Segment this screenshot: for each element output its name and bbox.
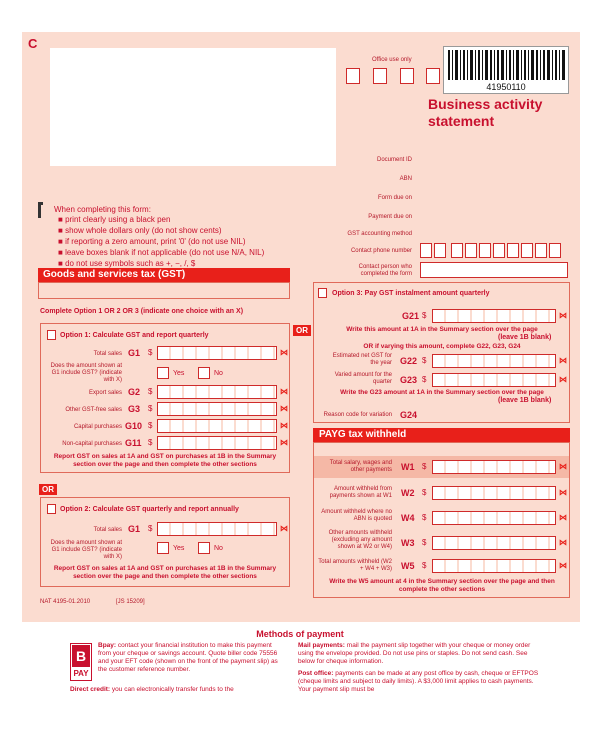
g10-input[interactable] bbox=[157, 419, 277, 433]
form-title-line1: Business activity bbox=[428, 96, 543, 112]
reason-label: Reason code for variation bbox=[323, 412, 392, 418]
contact-phone-label: Contact phone number bbox=[350, 248, 412, 254]
opt2-yes-label: Yes bbox=[173, 545, 185, 552]
code-g23: G23 bbox=[400, 375, 418, 385]
g23-input[interactable] bbox=[432, 373, 556, 387]
nat-code: NAT 4195-01.2010 bbox=[40, 599, 91, 605]
dollar-w3: $ bbox=[422, 538, 427, 547]
g3-input[interactable] bbox=[157, 402, 277, 416]
x-marker-w3: ⋈ bbox=[559, 538, 567, 547]
code-g1: G1 bbox=[128, 348, 141, 358]
post-text: payments can be made at any post office by cash, cheque or EFTPOS (cheque limits and subject to daily limits). A $3,000 limit applies to cash payments. Your payment slip must be bbox=[298, 670, 539, 693]
g1-question-label: Does the amount shown at G1 include GST? (indicate with X) bbox=[50, 363, 122, 383]
option3-note1: Write this amount at 1A in the Summary section over the page bbox=[346, 326, 538, 333]
option1-title: Option 1: Calculate GST and report quarterly bbox=[60, 332, 209, 339]
code-w2: W2 bbox=[401, 488, 415, 498]
bpay-info bbox=[98, 642, 283, 674]
opt2-g1-question-label: Does the amount shown at G1 include GST? (indicate with X) bbox=[50, 540, 122, 560]
complete-option-note: Complete Option 1 OR 2 OR 3 (indicate one choice with an X) bbox=[40, 308, 244, 315]
capital-purchases-label: Capital purchases bbox=[73, 424, 122, 430]
g1-no-checkbox[interactable] bbox=[198, 367, 210, 379]
g1-no-label: No bbox=[214, 370, 223, 377]
opt2-dollar-g1: $ bbox=[148, 524, 153, 533]
gst-method-label: GST accounting method bbox=[347, 231, 412, 237]
code-g2: G2 bbox=[128, 387, 141, 397]
methods-title: Methods of payment bbox=[256, 629, 344, 639]
g21-input[interactable] bbox=[432, 309, 556, 323]
code-g10: G10 bbox=[125, 421, 143, 431]
dollar-w4: $ bbox=[422, 513, 427, 522]
w1-label: Total salary, wages and other payments bbox=[329, 460, 392, 473]
dollar-g21: $ bbox=[422, 311, 427, 320]
x-marker-w2: ⋈ bbox=[559, 488, 567, 497]
gst-header-panel bbox=[38, 282, 290, 299]
option3-note1b: (leave 1B blank) bbox=[498, 334, 552, 341]
x-marker-g11: ⋈ bbox=[280, 438, 288, 447]
option2-checkbox[interactable] bbox=[47, 504, 56, 514]
bpay-logo-text: PAY bbox=[73, 669, 89, 678]
corner-letter: C bbox=[28, 36, 38, 51]
option2-report-note: Report GST on sales at 1A and GST on purchases at 1B in the Summary section over the page and then complete the other sections bbox=[53, 565, 277, 580]
w2-input[interactable] bbox=[432, 486, 556, 500]
instruction-item-5: ■ do not use symbols such as +, −, /, $ bbox=[58, 259, 196, 268]
dollar-g11: $ bbox=[148, 438, 153, 447]
or-label-2: OR bbox=[293, 325, 311, 336]
code-w3: W3 bbox=[401, 538, 415, 548]
g2-input[interactable] bbox=[157, 385, 277, 399]
bpay-text: contact your financial institution to make this payment from your cheque or savings account. Quote biller code 75556 and your EFT code (shown on the front of the payment slip) as the customer reference number. bbox=[98, 642, 278, 673]
dollar-g2: $ bbox=[148, 387, 153, 396]
w4-input[interactable] bbox=[432, 511, 556, 525]
dollar-w2: $ bbox=[422, 488, 427, 497]
post-office-info bbox=[298, 670, 543, 694]
post-label: Post office: bbox=[298, 670, 334, 677]
office-box-4[interactable] bbox=[426, 68, 440, 84]
option3-note2b: (leave 1B blank) bbox=[498, 397, 552, 404]
contact-person-input[interactable] bbox=[420, 262, 568, 278]
phone-box-8[interactable] bbox=[521, 243, 533, 258]
code-g11: G11 bbox=[125, 438, 142, 448]
mail-label: Mail payments: bbox=[298, 642, 345, 649]
code-g24: G24 bbox=[400, 410, 418, 420]
payg-note: Write the W5 amount at 4 in the Summary section over the page and then complete the other sections bbox=[329, 578, 555, 593]
x-marker-g2: ⋈ bbox=[280, 387, 288, 396]
contact-person-label: Contact person who completed the form bbox=[358, 264, 412, 277]
export-sales-label: Export sales bbox=[88, 390, 122, 396]
estimated-label: Estimated net GST for the year bbox=[332, 353, 392, 366]
option1-report-note: Report GST on sales at 1A and GST on purchases at 1B in the Summary section over the page and then complete the other sections bbox=[53, 453, 277, 468]
office-box-1[interactable] bbox=[346, 68, 360, 84]
x-marker-g10: ⋈ bbox=[280, 421, 288, 430]
dollar-g3: $ bbox=[148, 404, 153, 413]
option3-note2: Write the G23 amount at 1A in the Summary section over the page bbox=[340, 389, 544, 396]
option3-title: Option 3: Pay GST instalment amount quarterly bbox=[332, 290, 490, 297]
mail-info bbox=[298, 642, 543, 666]
x-marker-g3: ⋈ bbox=[280, 404, 288, 413]
or-label-1: OR bbox=[39, 484, 57, 495]
x-marker-g22: ⋈ bbox=[559, 356, 567, 365]
instruction-item-3: ■ if reporting a zero amount, print '0' (do not use NIL) bbox=[58, 237, 246, 246]
instruction-bracket bbox=[38, 202, 43, 218]
x-marker-g21: ⋈ bbox=[559, 311, 567, 320]
code-g3: G3 bbox=[128, 404, 141, 414]
g1-input[interactable] bbox=[157, 346, 277, 360]
payment-due-label: Payment due on bbox=[368, 214, 412, 220]
opt2-yes-checkbox[interactable] bbox=[157, 542, 169, 554]
barcode-number: 41950110 bbox=[486, 82, 526, 92]
barcode-box bbox=[443, 46, 569, 94]
w4-label: Amount withheld where no ABN is quoted bbox=[321, 509, 392, 522]
dollar-g23: $ bbox=[422, 375, 427, 384]
option2-title: Option 2: Calculate GST quarterly and report annually bbox=[60, 506, 239, 513]
code-w5: W5 bbox=[401, 561, 415, 571]
bpay-logo-mark: B bbox=[72, 645, 90, 667]
instruction-item-1: ■ print clearly using a black pen bbox=[58, 215, 171, 224]
dollar-w5: $ bbox=[422, 561, 427, 570]
phone-box-9[interactable] bbox=[535, 243, 547, 258]
phone-box-4[interactable] bbox=[465, 243, 477, 258]
code-g22: G22 bbox=[400, 356, 418, 366]
x-marker-w5: ⋈ bbox=[559, 561, 567, 570]
phone-box-1[interactable] bbox=[420, 243, 432, 258]
instructions-heading: When completing this form: bbox=[54, 205, 151, 214]
g22-input[interactable] bbox=[432, 354, 556, 368]
direct-credit-info bbox=[70, 686, 285, 694]
w1-input[interactable] bbox=[432, 460, 556, 474]
dollar-g10: $ bbox=[148, 421, 153, 430]
w3-input[interactable] bbox=[432, 536, 556, 550]
code-w4: W4 bbox=[401, 513, 415, 523]
opt2-code-g1: G1 bbox=[128, 524, 141, 534]
g1-yes-checkbox[interactable] bbox=[157, 367, 169, 379]
w5-label: Total amounts withheld (W2 + W4 + W3) bbox=[318, 559, 392, 572]
x-marker-w1: ⋈ bbox=[559, 462, 567, 471]
code-w1: W1 bbox=[401, 462, 415, 472]
instruction-item-2: ■ show whole dollars only (do not show cents) bbox=[58, 226, 222, 235]
address-window bbox=[50, 48, 336, 166]
phone-box-5[interactable] bbox=[479, 243, 491, 258]
mail-text: mail the payment slip together with your cheque or money order using the envelope provided. Do not use pins or staples. Do not send cash. See below for cheque information. bbox=[298, 642, 531, 665]
phone-box-3[interactable] bbox=[451, 243, 463, 258]
barcode-icon bbox=[448, 50, 566, 80]
phone-box-7[interactable] bbox=[507, 243, 519, 258]
bpay-logo bbox=[70, 643, 92, 681]
x-marker-g23: ⋈ bbox=[559, 375, 567, 384]
w5-input[interactable] bbox=[432, 559, 556, 573]
opt2-no-checkbox[interactable] bbox=[198, 542, 210, 554]
dollar-w1: $ bbox=[422, 462, 427, 471]
direct-text: you can electronically transfer funds to the bbox=[111, 686, 234, 693]
varied-label: Varied amount for the quarter bbox=[334, 372, 392, 385]
opt2-g1-input[interactable] bbox=[157, 522, 277, 536]
w2-label: Amount withheld from payments shown at W1 bbox=[329, 486, 392, 499]
phone-box-2[interactable] bbox=[434, 243, 446, 258]
option1-checkbox[interactable] bbox=[47, 330, 56, 340]
js-code: [JS 15209] bbox=[116, 599, 145, 605]
direct-label: Direct credit: bbox=[70, 686, 111, 693]
form-title-line2: statement bbox=[428, 113, 495, 129]
phone-box-6[interactable] bbox=[493, 243, 505, 258]
gst-free-label: Other GST-free sales bbox=[65, 407, 122, 413]
option3-or-varying: OR if varying this amount, complete G22, G23, G24 bbox=[363, 343, 521, 350]
g1-yes-label: Yes bbox=[173, 370, 185, 377]
office-box-3[interactable] bbox=[400, 68, 414, 84]
noncapital-purchases-label: Non-capital purchases bbox=[62, 441, 122, 447]
total-sales-label: Total sales bbox=[93, 351, 122, 357]
bpay-label: Bpay: bbox=[98, 642, 117, 649]
opt2-total-sales-label: Total sales bbox=[93, 527, 122, 533]
office-use-label: Office use only bbox=[372, 57, 412, 63]
payg-header: PAYG tax withheld bbox=[313, 428, 570, 442]
x-marker-g1: ⋈ bbox=[280, 348, 288, 357]
x-marker-w4: ⋈ bbox=[559, 513, 567, 522]
g11-input[interactable] bbox=[157, 436, 277, 450]
abn-label: ABN bbox=[399, 176, 412, 182]
gst-header: Goods and services tax (GST) bbox=[38, 268, 290, 282]
dollar-g1: $ bbox=[148, 348, 153, 357]
document-id-label: Document ID bbox=[376, 157, 412, 163]
instruction-item-4: ■ leave boxes blank if not applicable (do not use N/A, NIL) bbox=[58, 248, 265, 257]
phone-box-10[interactable] bbox=[549, 243, 561, 258]
opt2-no-label: No bbox=[214, 545, 223, 552]
form-due-label: Form due on bbox=[377, 195, 412, 201]
w3-label: Other amounts withheld (excluding any amount shown at W2 or W4) bbox=[328, 530, 392, 550]
option3-checkbox[interactable] bbox=[318, 288, 327, 298]
opt2-x-marker-g1: ⋈ bbox=[280, 524, 288, 533]
office-box-2[interactable] bbox=[373, 68, 387, 84]
code-g21: G21 bbox=[402, 311, 420, 321]
dollar-g22: $ bbox=[422, 356, 427, 365]
